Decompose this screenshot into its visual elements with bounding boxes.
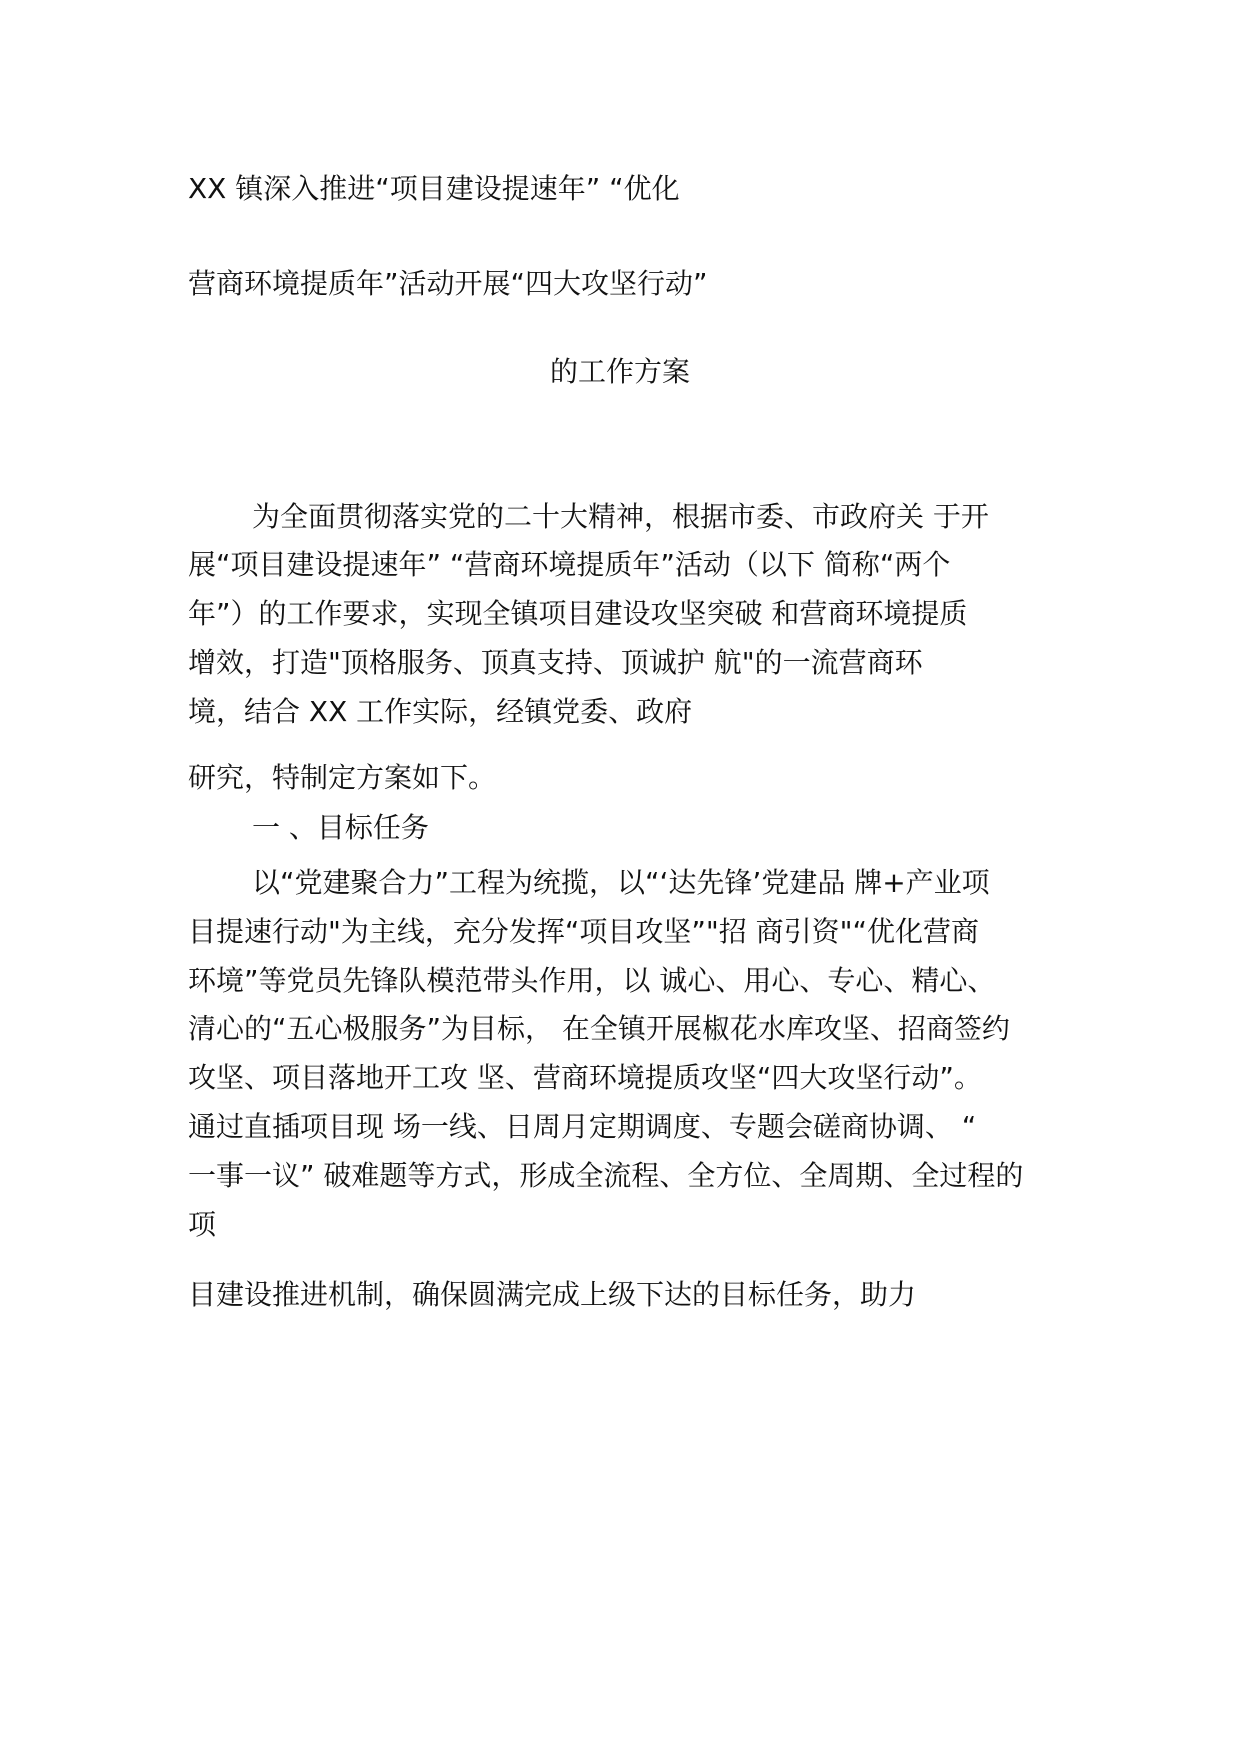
intro-line-6: 研究，特制定方案如下。 bbox=[188, 761, 497, 794]
intro-line-5: 境，结合 XX 工作实际，经镇党委、政府 bbox=[188, 695, 693, 728]
section-line-4: 清心的“五心极服务”为目标， 在全镇开展椒花水库攻坚、招商签约 bbox=[188, 1012, 1010, 1045]
intro-line-1: 为全面贯彻落实党的二十大精神，根据市委、市政府关 于开 bbox=[252, 500, 989, 533]
title-line-2: 营商环境提质年”活动开展“四大攻坚行动” bbox=[188, 267, 708, 300]
intro-line-3: 年”）的工作要求，实现全镇项目建设攻坚突破 和营商环境提质 bbox=[188, 597, 968, 630]
section-line-7: 一事一议” 破难题等方式，形成全流程、全方位、全周期、全过程的 bbox=[188, 1159, 1024, 1192]
section-line-3: 环境”等党员先锋队模范带头作用，以 诚心、用心、专心、精心、 bbox=[188, 964, 996, 997]
section-line-8: 项 bbox=[188, 1208, 217, 1241]
intro-line-2: 展“项目建设提速年” “营商环境提质年”活动（以下 简称“两个 bbox=[188, 548, 951, 581]
section-line-1: 以“党建聚合力”工程为统揽，以“‘达先锋’党建品 牌+产业项 bbox=[252, 866, 990, 899]
section-line-5: 攻坚、项目落地开工攻 坚、营商环境提质攻坚“四大攻坚行动”。 bbox=[188, 1061, 982, 1094]
section-line-6: 通过直插项目现 场一线、日周月定期调度、专题会磋商协调、 “ bbox=[188, 1110, 977, 1143]
section-line-9: 目建设推进机制，确保圆满完成上级下达的目标任务，助力 bbox=[188, 1278, 917, 1311]
intro-line-4: 增效，打造"顶格服务、顶真支持、顶诚护 航"的一流营商环 bbox=[188, 646, 923, 679]
title-line-3: 的工作方案 bbox=[549, 355, 690, 388]
section-line-2: 目提速行动"为主线，充分发挥“项目攻坚”"招 商引资"“优化营商 bbox=[188, 915, 980, 948]
title-line-1: XX 镇深入推进“项目建设提速年” “优化 bbox=[188, 172, 680, 205]
section-heading: 一 、目标任务 bbox=[252, 811, 429, 844]
